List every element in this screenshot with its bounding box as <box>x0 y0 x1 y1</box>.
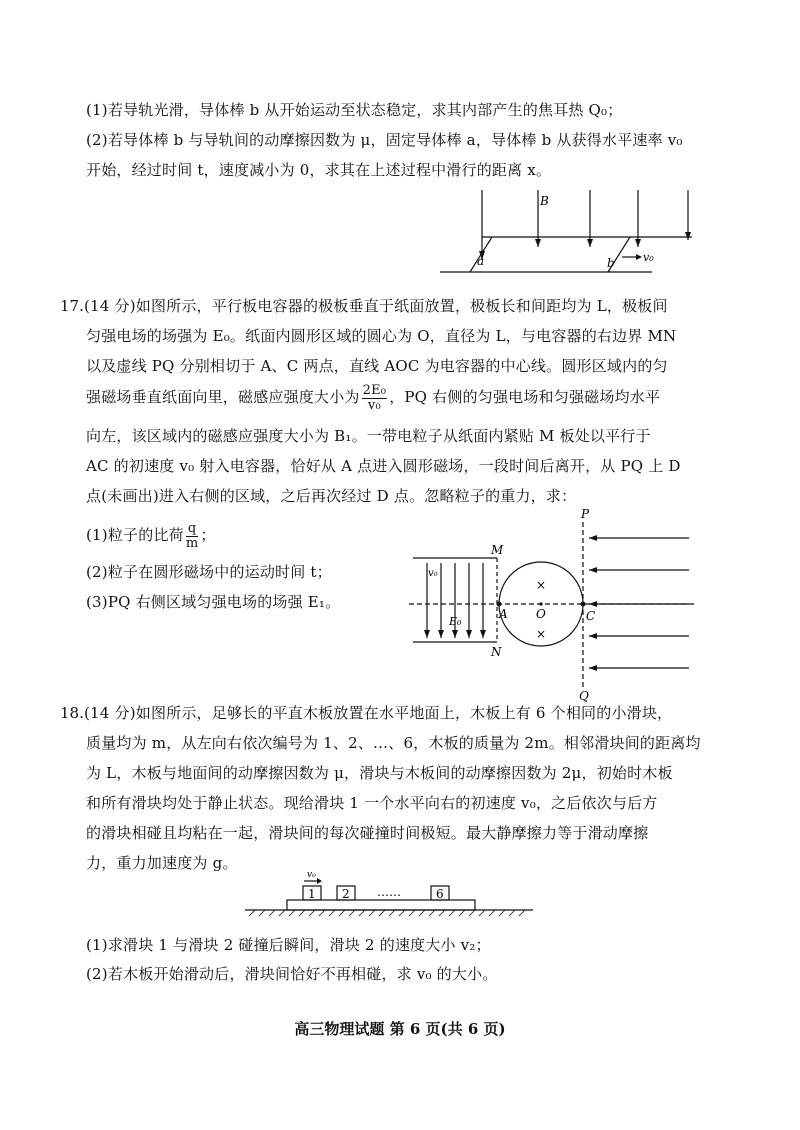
q17-label-A: A <box>499 607 508 621</box>
q18-line2: 质量均为 m，从左向右依次编号为 1、2、…、6，木板的质量为 2m。相邻滑块间的距离均 <box>86 734 701 752</box>
q16-label-B: B <box>540 194 549 208</box>
q17-part1 <box>86 518 216 552</box>
q17-line3: 以及虚线 PQ 分别相切于 A、C 两点，直线 AOC 为电容器的中心线。圆形区域内的匀 <box>86 357 668 375</box>
q16-part2-line2: 开始，经过时间 t，速度减小为 0，求其在上述过程中滑行的距离 x。 <box>86 161 552 179</box>
q17-line6: AC 的初速度 v₀ 射入电容器，恰好从 A 点进入圆形磁场，一段时间后离开，从 PQ 上 D <box>86 457 681 475</box>
q17-label-C: C <box>586 609 596 623</box>
q18-line1: (14 分)如图所示，足够长的平直木板放置在水平地面上，木板上有 6 个相同的小滑块， <box>84 704 673 722</box>
q18-block-2: 2 <box>342 887 350 901</box>
q17-line5: 向左，该区域内的磁感应强度大小为 B₁。一带电粒子从纸面内紧贴 M 板处以平行于 <box>86 427 651 445</box>
q17-label-P: P <box>581 508 590 521</box>
q17-line4-post: ，PQ 右侧的匀强电场和匀强磁场均水平 <box>389 388 661 406</box>
q16-part1: (1)若导轨光滑，导体棒 b 从开始运动至状态稳定，求其内部产生的焦耳热 Q₀； <box>86 101 623 119</box>
q18-dots: …… <box>377 885 401 899</box>
q17-frac-num: 2E₀ <box>362 382 387 398</box>
q17-cross-top: × <box>536 578 547 592</box>
q17-line2: 匀强电场的场强为 E₀。纸面内圆形区域的圆心为 O，直径为 L，与电容器的右边界 MN <box>86 327 677 345</box>
q16-label-a: a <box>477 254 485 268</box>
q18-part2: (2)若木板开始滑动后，滑块间恰好不再相碰，求 v₀ 的大小。 <box>86 965 498 983</box>
q18-figure <box>245 870 535 926</box>
q17-line7: 点(未画出)进入右侧的区域，之后再次经过 D 点。忽略粒子的重力，求： <box>86 487 577 505</box>
q18-line6: 力，重力加速度为 g。 <box>86 854 238 872</box>
q17-part1-num: q <box>187 520 197 536</box>
q16-figure <box>430 185 700 280</box>
q17-figure <box>405 508 705 702</box>
q17-part2: (2)粒子在圆形磁场中的运动时间 t； <box>86 563 332 581</box>
q17-label-O: O <box>536 607 546 621</box>
q17-part3: (3)PQ 右侧区域匀强电场的场强 E₁。 <box>86 593 341 611</box>
q17-line4 <box>86 380 660 414</box>
q17-label-M: M <box>491 543 504 557</box>
q17-part1-pre: (1)粒子的比荷 <box>86 526 184 544</box>
q16-label-v0: v₀ <box>643 251 654 264</box>
q18-label-v0: v₀ <box>307 870 316 880</box>
q17-frac-den: v₀ <box>367 397 381 413</box>
q18-line4: 和所有滑块均处于静止状态。现给滑块 1 一个水平向右的初速度 v₀，之后依次与后方 <box>86 794 658 812</box>
q17-label-N: N <box>491 645 502 659</box>
q18-number: 18. <box>60 704 84 722</box>
q17-label-Q: Q <box>579 689 589 702</box>
q18-line3: 为 L，木板与地面间的动摩擦因数为 μ，滑块与木板间的动摩擦因数为 2μ，初始时木板 <box>86 764 673 782</box>
page-footer: 高三物理试题 第 6 页(共 6 页) <box>294 1020 506 1038</box>
q17-cross-bottom: × <box>536 627 547 641</box>
q17-label-v0: v₀ <box>428 568 438 579</box>
q18-line5: 的滑块相碰且均粘在一起，滑块间的每次碰撞时间极短。最大静摩擦力等于滑动摩擦 <box>86 824 649 842</box>
q16-part2-line1: (2)若导体棒 b 与导轨间的动摩擦因数为 μ，固定导体棒 a，导体棒 b 从获得水平速率 v₀ <box>86 131 683 149</box>
q17-label-E0: E₀ <box>449 615 462 628</box>
q16-label-b: b <box>607 256 615 270</box>
q17-fraction-q-m <box>186 522 199 551</box>
q17-part1-post: ； <box>200 526 216 544</box>
q17-fraction-2E0-v0 <box>362 384 388 413</box>
q17-part1-den: m <box>185 535 199 551</box>
q17-line4-pre: 强磁场垂直纸面向里，磁感应强度大小为 <box>86 388 360 406</box>
q18-block-6: 6 <box>436 887 444 901</box>
q17-number: 17. <box>60 297 84 315</box>
q18-block-1: 1 <box>308 887 316 901</box>
q17-line1: (14 分)如图所示，平行板电容器的极板垂直于纸面放置，极板长和间距均为 L，极板间 <box>84 297 668 315</box>
q18-part1: (1)求滑块 1 与滑块 2 碰撞后瞬间，滑块 2 的速度大小 v₂； <box>86 936 491 954</box>
